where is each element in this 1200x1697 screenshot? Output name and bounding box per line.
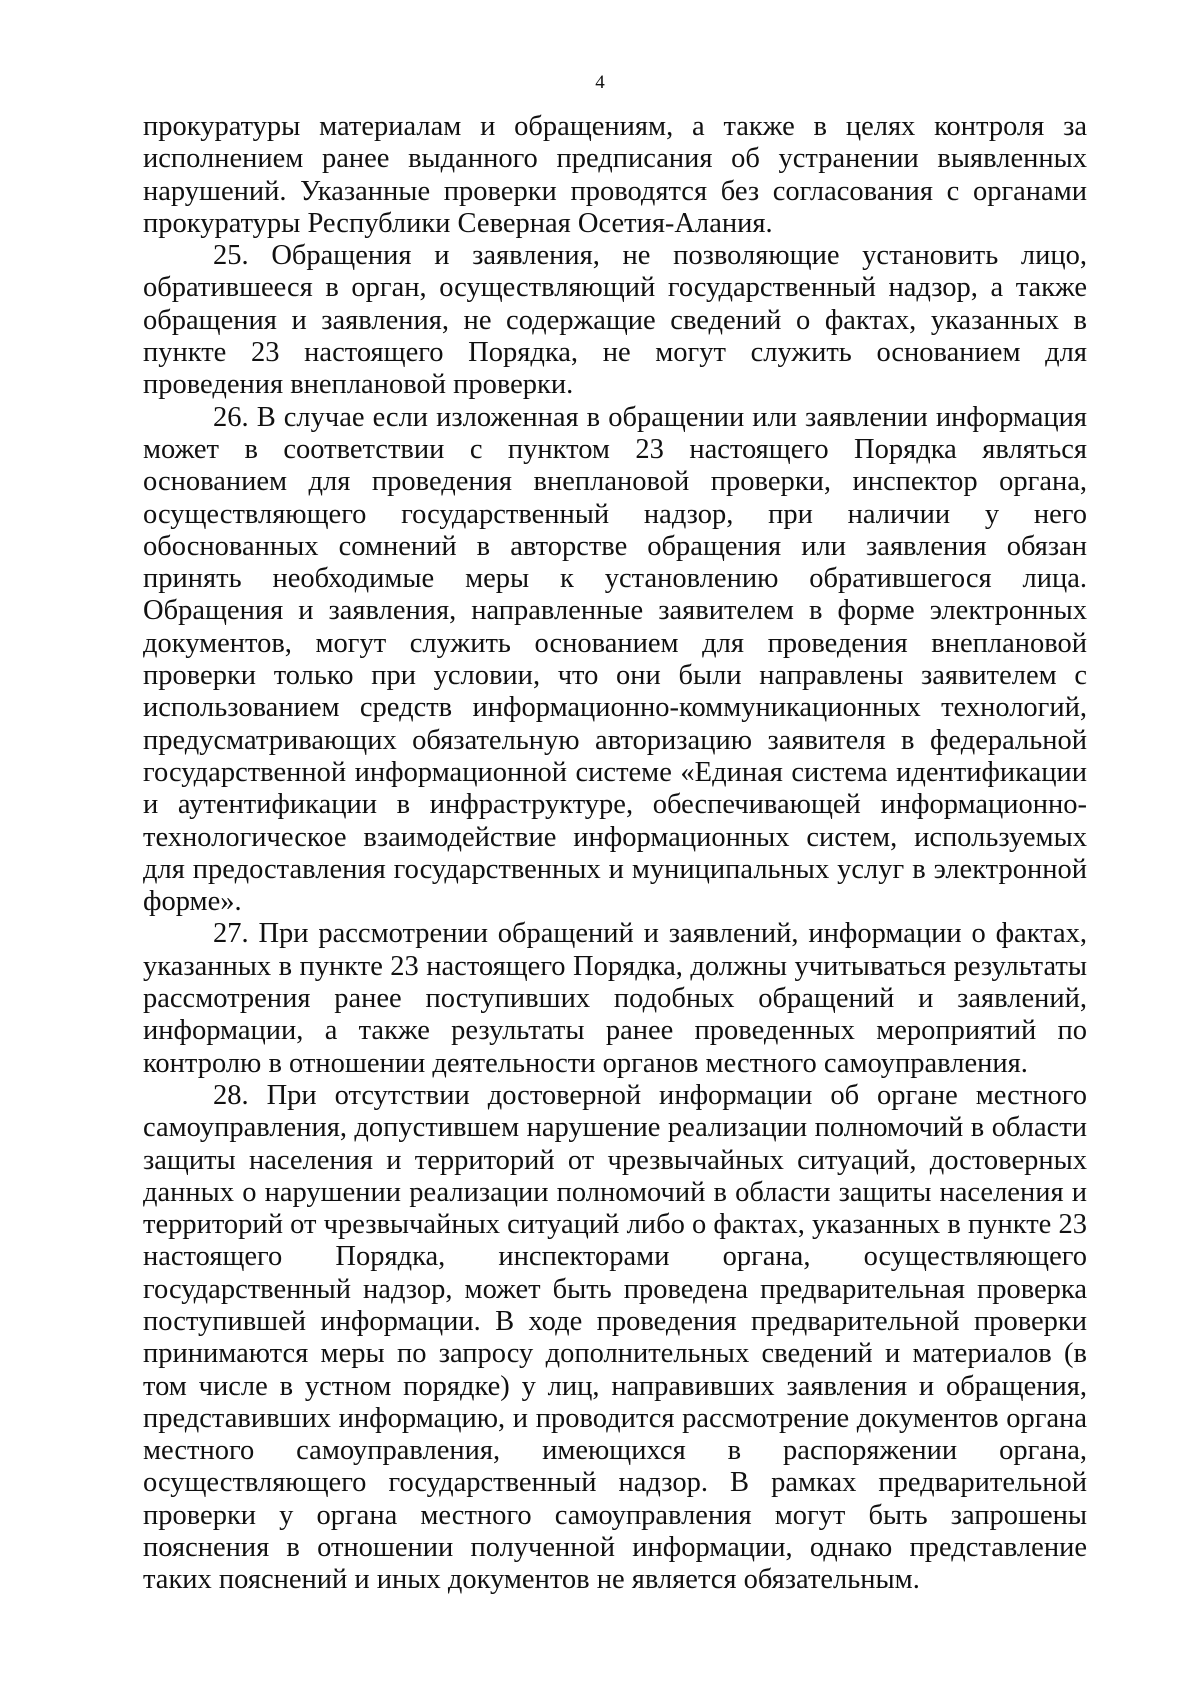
paragraph-item-25: 25. Обращения и заявления, не позволяющие установить лицо, обратившееся в орган, осуществляющий государственный надзор, а также обращения и заявления, не содержащие сведений о фактах, указанных в пункте 23 настоящего Порядка, не могут служить основанием для проведения внеплановой проверки. [143, 240, 1087, 401]
document-body [143, 111, 1087, 1597]
page-number: 4 [595, 72, 605, 93]
paragraph-item-27: 27. При рассмотрении обращений и заявлений, информации о фактах, указанных в пункте 23 настоящего Порядка, должны учитываться результаты рассмотрения ранее поступивших подобных обращений и заявлений, информации, а также результаты ранее проведенных мероприятий по контролю в отношении деятельности органов местного самоуправления. [143, 918, 1087, 1079]
paragraph-item-28: 28. При отсутствии достоверной информации об органе местного самоуправления, допустившем нарушение реализации полномочий в области защиты населения и территорий от чрезвычайных ситуаций, достоверных данных о нарушении реализации полномочий в области защиты населения и территорий от чрезвычайных ситуаций либо о фактах, указанных в пункте 23 настоящего Порядка, инспекторами органа, осуществляющего государственный надзор, может быть проведена предварительная проверка поступившей информации. В ходе проведения предварительной проверки принимаются меры по запросу дополнительных сведений и материалов (в том числе в устном порядке) у лиц, направивших заявления и обращения, представивших информацию, и проводится рассмотрение документов органа местного самоуправления, имеющихся в распоряжении органа, осуществляющего государственный надзор. В рамках предварительной проверки у органа местного самоуправления могут быть запрошены пояснения в отношении полученной информации, однако представление таких пояснений и иных документов не является обязательным. [143, 1079, 1087, 1596]
paragraph-continuation: прокуратуры материалам и обращениям, а также в целях контроля за исполнением ранее выданного предписания об устранении выявленных нарушений. Указанные проверки проводятся без согласования с органами прокуратуры Республики Северная Осетия-Алания. [143, 111, 1087, 239]
paragraph-item-26: 26. В случае если изложенная в обращении или заявлении информация может в соответствии с пунктом 23 настоящего Порядка являться основанием для проведения внеплановой проверки, инспектор органа, осуществляющего государственный надзор, при наличии у него обоснованных сомнений в авторстве обращения или заявления обязан принять необходимые меры к установлению обратившегося лица. Обращения и заявления, направленные заявителем в форме электронных документов, могут служить основанием для проведения внеплановой проверки только при условии, что они были направлены заявителем с использованием средств информационно-коммуникационных технологий, предусматривающих обязательную авторизацию заявителя в федеральной государственной информационной системе «Единая система идентификации и аутентификации в инфраструктуре, обеспечивающей информационно-технологическое взаимодействие информационных систем, используемых для предоставления государственных и муниципальных услуг в электронной форме». [143, 401, 1087, 918]
